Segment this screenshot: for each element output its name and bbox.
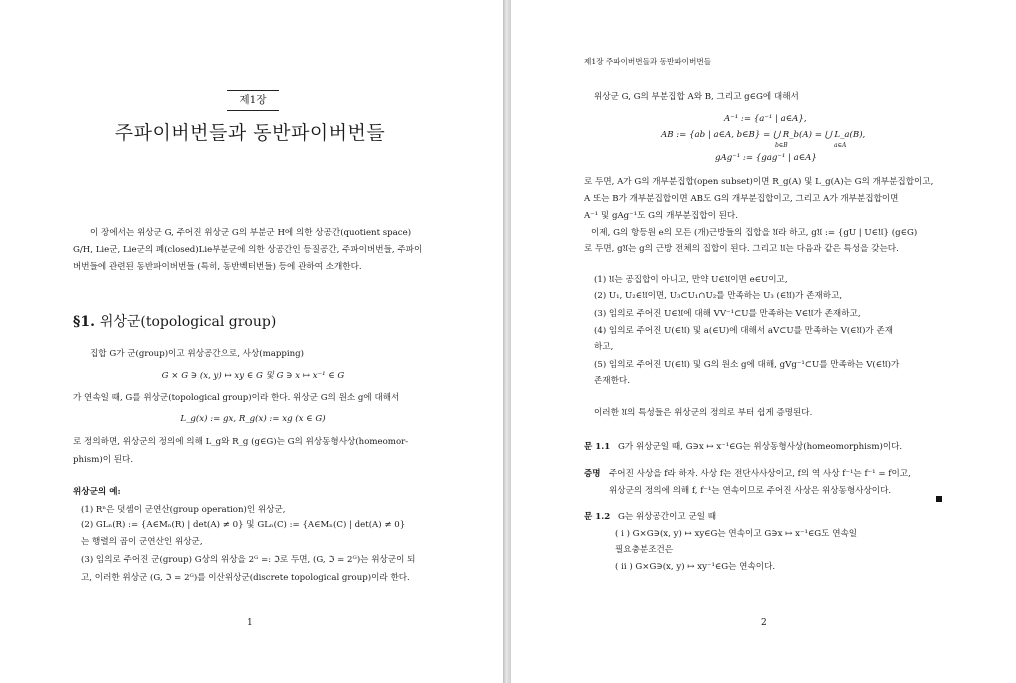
paragraph: phism)이 된다.	[73, 455, 134, 465]
intro-line: 버번들에 관련된 동반파이버번들 (특히, 동반벡터번들) 등에 관하여 소개한다.	[73, 262, 362, 272]
equation-subscript: b∈B	[775, 142, 788, 149]
paragraph-line: 로 두면, g𝔘는 g의 근방 전체의 집합이 된다. 그리고 𝔘는 다음과 같은 특성을 갖는다.	[584, 244, 899, 254]
equation: gAg⁻¹ := {gag⁻¹ | a∈A}	[715, 153, 817, 163]
property-item: (1) 𝔘는 공집합이 아니고, 만약 U∈𝔘이면 e∈U이고,	[594, 275, 788, 285]
equation: A⁻¹ := {a⁻¹ | a∈A},	[724, 114, 807, 124]
intro-line: G/H, Lie군, Lie군의 폐(closed)Lie부분군에 의한 상공간인 등질공간, 주파이버번들, 주파이	[73, 245, 423, 255]
proposition-label: 문 1.2	[584, 512, 611, 522]
qed-square-icon	[936, 488, 942, 507]
examples-heading: 위상군의 예:	[73, 487, 121, 497]
proposition-item: ( ii ) G×G∋(x, y) ↦ xy⁻¹∈G는 연속이다.	[615, 562, 776, 572]
equation: AB := {ab | a∈A, b∈B} = ⋃ R_b(A) = ⋃ L_a(B),	[661, 130, 866, 140]
paragraph: 위상군 G, G의 부분집합 A와 B, 그리고 g∈G에 대해서	[594, 92, 799, 102]
section-title: 위상군(topological group)	[99, 314, 277, 330]
proposition-item: ( i ) G×G∋(x, y) ↦ xy∈G는 연속이고 G∋x ↦ x⁻¹∈G도 연속일	[615, 529, 858, 539]
chapter-label: 제1장	[227, 90, 279, 111]
equation: L_g(x) := gx, R_g(x) := xg (x ∈ G)	[180, 414, 326, 424]
proposition-text: G는 위상공간이고 군일 때	[618, 512, 717, 522]
paragraph-line: A⁻¹ 및 gAg⁻¹도 G의 개부분집합이 된다.	[584, 211, 738, 221]
paragraph-line: 이제, G의 항등원 e의 모든 (개)근방들의 집합을 𝔘라 하고, g𝔘 := {gU | U∈𝔘} (g∈G)	[591, 228, 918, 238]
property-item: 하고,	[594, 342, 614, 352]
chapter-title: 주파이버번들과 동반파이버번들	[114, 122, 386, 144]
proposition-item: 필요충분조건은	[615, 545, 674, 555]
equation: G × G ∋ (x, y) ↦ xy ∈ G 및 G ∋ x ↦ x⁻¹ ∈ G	[161, 371, 345, 381]
property-item: (2) U₁, U₂∈𝔘이면, U₃⊂U₁∩U₂를 만족하는 U₃ (∈𝔘)가 존재하고,	[594, 291, 843, 301]
section-heading	[73, 311, 276, 331]
paragraph-line: A 또는 B가 개부분집합이면 AB도 G의 개부분집합이고, 그리고 A가 개부분집합이면	[584, 194, 899, 204]
proposition-label: 문 1.1	[584, 442, 611, 452]
paragraph-line: 로 두면, A가 G의 개부분집합(open subset)이면 R_g(A) 및 L_g(A)는 G의 개부분집합이고,	[584, 177, 934, 187]
proof-label: 증명	[584, 469, 601, 479]
running-header: 제1장 주파이버번들과 동반파이버번들	[584, 57, 712, 66]
intro-line: 이 장에서는 위상군 G, 주어진 위상군 G의 부분군 H에 의한 상공간(quotient space)	[90, 228, 412, 238]
equation-subscript: a∈A	[834, 142, 847, 149]
property-item: 존재한다.	[594, 376, 630, 386]
example-item: 고, 이러한 위상군 (G, ℑ = 2ᴳ)를 이산위상군(discrete topological group)이라 한다.	[81, 573, 410, 583]
page-number: 2	[761, 618, 767, 628]
left-page	[0, 0, 503, 683]
right-page	[511, 0, 1016, 683]
paragraph: 집합 G가 군(group)이고 위상공간으로, 사상(mapping)	[90, 349, 305, 359]
example-item: 는 행렬의 곱이 군연산인 위상군,	[81, 537, 203, 547]
proof-text: 위상군의 정의에 의해 f, f⁻¹는 연속이므로 주어진 사상은 위상동형사상이다.	[609, 486, 892, 496]
example-item: (3) 임의로 주어진 군(group) G상의 위상을 2ᴳ =: ℑ로 두면, (G, ℑ = 2ᴳ)는 위상군이 되	[81, 555, 416, 565]
example-item: (1) Rⁿ은 덧셈이 군연산(group operation)인 위상군,	[81, 505, 286, 515]
proof-text: 주어진 사상을 f라 하자. 사상 f는 전단사사상이고, f의 역 사상 f⁻¹는 f⁻¹ = f이고,	[609, 469, 911, 479]
example-item: (2) GLₙ(R) := {A∈Mₙ(R) | det(A) ≠ 0} 및 GLₙ(C) := {A∈Mₙ(C) | det(A) ≠ 0}	[81, 520, 406, 530]
paragraph: 이러한 𝔘의 특성들은 위상군의 정의로 부터 쉽게 증명된다.	[594, 408, 813, 418]
paragraph: 로 정의하면, 위상군의 정의에 의해 L_g와 R_g (g∈G)는 G의 위상동형사상(homeomor-	[73, 437, 409, 447]
section-number: §1.	[73, 314, 95, 330]
page-number: 1	[247, 618, 253, 628]
property-item: (5) 임의로 주어진 U(∈𝔘) 및 G의 원소 g에 대해, gVg⁻¹⊂U를 만족하는 V(∈𝔘)가	[594, 360, 900, 370]
proposition-text: G가 위상군일 때, G∋x ↦ x⁻¹∈G는 위상동형사상(homeomorphism)이다.	[618, 442, 903, 452]
paragraph: 가 연속일 때, G를 위상군(topological group)이라 한다. 위상군 G의 원소 g에 대해서	[73, 393, 400, 403]
property-item: (3) 임의로 주어진 U∈𝔘에 대해 VV⁻¹⊂U를 만족하는 V∈𝔘가 존재하고,	[594, 309, 861, 319]
property-item: (4) 임의로 주어진 U(∈𝔘) 및 a(∈U)에 대해서 aV⊂U를 만족하는 V(∈𝔘)가 존재	[594, 326, 894, 336]
book-gutter	[503, 0, 511, 683]
